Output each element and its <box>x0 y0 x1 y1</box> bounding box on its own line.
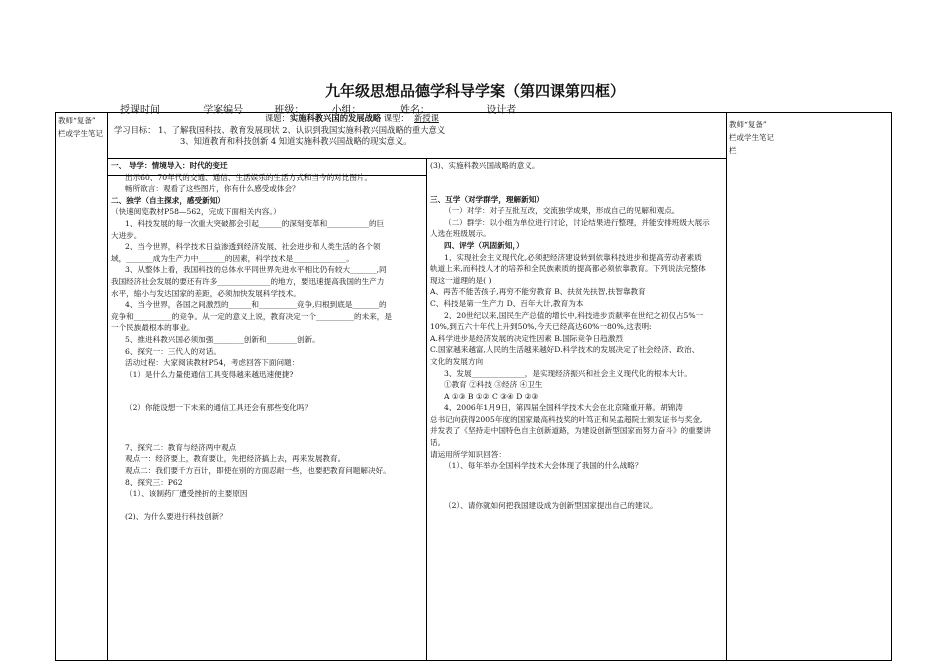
left-line: 3、从整体上看，我国科技的总体水平同世界先进水平相比仍有较大_______,同 <box>125 265 387 275</box>
right-line: 总书记向获得2005年度的国家最高科技奖的叶笃正和吴孟超院士颁发证书与奖金, <box>430 414 703 424</box>
divider-left <box>107 112 108 661</box>
right-line: A.科学进步是经济发展的决定性因素 B.国际竞争日趋激烈 <box>430 333 623 343</box>
side-note-left: 教师“复备” 栏或学生笔记 <box>58 116 103 138</box>
right-line: 现这一道理的是( ) <box>430 275 492 285</box>
left-line: 畅所欲言：观看了这些图片，你有什么感受或体会？ <box>125 184 300 194</box>
left-line: 5、推进科教兴国必须加强________创新和________创新。 <box>125 334 320 344</box>
left-line: （快速阅览教材P58—562，完成下面相关内容。） <box>111 207 281 217</box>
right-line: C、科技是第一生产力 D、百年大计,教育为本 <box>430 298 584 308</box>
lesson-header <box>110 113 722 148</box>
column-divider <box>426 158 427 661</box>
right-line: 四、评学（巩固新知，） <box>444 240 524 250</box>
right-line: （二）群学：以小组为单位进行讨论，讨论结果进行整理，并能安排班级大展示 <box>444 217 710 227</box>
right-line: 轨道上来,而科技人才的培养和全民族素质的提高都必须依靠教育。下列说法完整体 <box>430 264 706 274</box>
left-line: 二、独学（自主探求，感受新知） <box>111 195 225 205</box>
left-line: （1）是什么力量使通信工具变得越来越迅速便捷? <box>125 369 294 379</box>
class-label: 班级： <box>274 105 305 116</box>
right-line: 10%,到五六十年代上升到50%,今天已经高达60%一80%,这表明: <box>430 322 652 332</box>
right-line: A、再苦不能苦孩子,再穷不能穷教育 B、扶贫先扶智,扶智靠教育 <box>430 287 646 297</box>
right-line: 3、发展______________，是实现经济振兴和社会主义现代化的根本大计。 <box>444 368 692 378</box>
code-label: 学案编号 <box>203 105 244 116</box>
left-line: 水平，缩小与发达国家的差距，必须加快发展科学技术。 <box>111 288 301 298</box>
left-line: （1）、该制药厂遭受挫折的主要原因 <box>125 489 248 499</box>
left-line: 活动过程：大家阅读教材P54，考虑回答下面问题： <box>125 358 300 368</box>
right-line: （一）对学：对子互批互改，交流独学成果，形成自己的见解和观点。 <box>444 206 680 216</box>
divider-right <box>726 112 727 661</box>
left-line: 出示60、70年代的交通、通信、生活娱乐的生活方式和当今的对比图片。 <box>125 172 373 182</box>
left-line: 观点二：我们要千方百计，即使在别的方面忍耐一些，也要把教育问题解决好。 <box>125 466 391 476</box>
right-line: 请运用所学知识回答： <box>430 449 506 459</box>
right-line: （2）、请你就如何把我国建设成为创新型国家提出自己的建议。 <box>444 500 658 510</box>
right-line: 三、互学（对学群学，理解新知） <box>430 194 544 204</box>
right-line: 1、实现社会主义现代化,必须把经济建设转到依靠科技进步和提高劳动者素质 <box>444 252 702 262</box>
lesson-type: 新授课 <box>414 113 439 123</box>
right-line: 话。 <box>430 438 446 448</box>
name-label: 姓名： <box>399 105 430 116</box>
learning-goals-2: 3、知道教育和科技创新 4 知道实施科教兴国战略的现实意义。 <box>180 136 412 146</box>
right-line: （1）、每年举办全国科学技术大会体现了我国的什么战略？ <box>444 461 643 471</box>
header-divider <box>107 158 726 159</box>
side-note-right: 教师“复备” 栏或学生笔记 栏 <box>729 120 774 155</box>
left-line: 8、探究三：P62 <box>125 477 183 487</box>
left-line: 1、科技发展的每一次重大突破都会引起______的深刻变革和___________的巨 <box>125 218 385 228</box>
right-column <box>430 160 724 511</box>
group-label: 小组： <box>331 105 362 116</box>
left-line: 域，_______成为生产力中_______的因素，科学技术是______________。 <box>111 253 354 263</box>
left-line: （2）你能设想一下未来的通信工具还会有那些变化吗？ <box>125 403 313 413</box>
left-line: 观点一：经济要上，教育要让，先把经济搞上去，再来发展教育。 <box>125 454 346 464</box>
lesson-topic: 实施科教兴国的发展战略 <box>289 113 382 123</box>
left-line: 6、探究一：三代人的对话。 <box>125 346 221 356</box>
left-line: (2)、为什么要进行科技创新？ <box>125 511 227 521</box>
left-line: 我国经济社会发展的要还有许多______________的地方，要迅速提高我国的生产力 <box>111 276 385 286</box>
left-line: 7、探究二：教育与经济两中观点 <box>125 442 237 452</box>
designer-label: 设计者 <box>486 105 517 116</box>
right-line: A ①③ B ①② C ③④ D ②③ <box>444 391 539 401</box>
right-line: ①教育 ②科技 ③经济 ④卫生 <box>444 380 543 390</box>
left-column <box>111 160 424 522</box>
time-label: 授课时间 <box>120 105 160 116</box>
right-line: C.国家越来越富,人民的生活越来越好D.科学技术的发展决定了社会经济、政治、 <box>430 345 700 355</box>
left-line: 一、 导学：情境导入：时代的变迁 <box>111 161 228 170</box>
right-line: (3)、实施科教兴国战略的意义。 <box>430 161 540 170</box>
right-line: 2、20世纪以来,国民生产总值的增长中,科技进步贡献率在世纪之初仅占5%一 <box>444 310 704 320</box>
right-line: 文化的发展方向 <box>430 356 484 366</box>
left-line: 一个民族最根本的事业。 <box>111 323 195 333</box>
right-line: 人选在班级展示。 <box>430 229 491 239</box>
right-line: 并发表了《坚持走中国特色自主创新道路，为建设创新型国家而努力奋斗》的重要讲 <box>430 426 711 436</box>
left-line: 竞争和__________的竞争。从一定的意义上说，教育决定一个__________的未来，是 <box>111 311 392 321</box>
left-line: 大进步。 <box>111 230 142 240</box>
learning-goals-1: 学习目标： 1、了解我国科技、教育发展现状 2、认识到我国实施科教兴国战略的重大意义 <box>114 124 446 135</box>
right-line: 4、2006年1月9日，第四届全国科学技术大会在北京隆重开幕。胡锦涛 <box>444 403 683 413</box>
left-line: 4、当今世界，各国之间激烈的______和__________竞争,归根到底是_______的 <box>125 300 387 310</box>
left-line: 2、当今世界，科学技术日益渗透到经济发展、社会进步和人类生活的各个领 <box>125 242 381 252</box>
page-title: 九年级思想品德学科导学案（第四课第四框） <box>324 82 625 100</box>
lesson-topic-row: 课题：实施科教兴国的发展战略 课型： 新授课 <box>265 113 439 123</box>
